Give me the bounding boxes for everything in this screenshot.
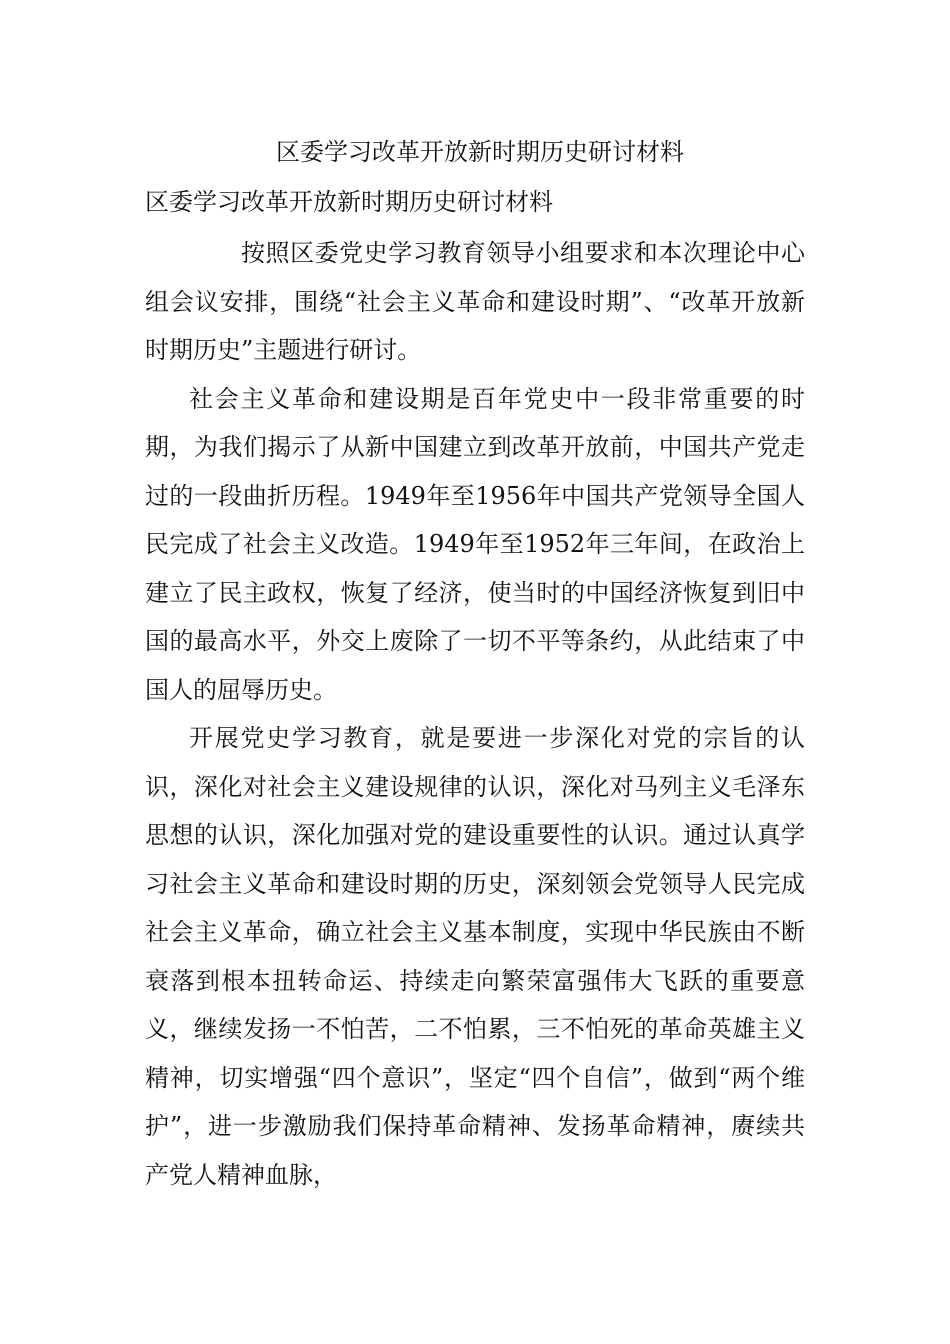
document-title: 区委学习改革开放新时期历史研讨材料 [276, 138, 684, 166]
document-body [145, 229, 805, 1199]
paragraph-study: 开展党史学习教育，就是要进一步深化对党的宗旨的认识，深化对社会主义建设规律的认识，深化对马列主义毛泽东思想的认识，深化加强对党的建设重要性的认识。通过认真学习社会主义革命和建设时期的历史，深刻领会党领导人民完成社会主义革命，确立社会主义基本制度，实现中华民族由不断衰落到根本扭转命运、持续走向繁荣富强伟大飞跃的重要意义，继续发扬一不怕苦，二不怕累，三不怕死的革命英雄主义精神，切实增强“四个意识”，坚定“四个自信”，做到“两个维护”，进一步激励我们保持革命精神、发扬革命精神，赓续共产党人精神血脉， [145, 724, 805, 1189]
paragraph-history: 社会主义革命和建设期是百年党史中一段非常重要的时期，为我们揭示了从新中国建立到改革开放前，中国共产党走过的一段曲折历程。1949年至1956年中国共产党领导全国人民完成了社会主义改造。1949年至1952年三年间，在政治上建立了民主政权，恢复了经济，使当时的中国经济恢复到旧中国的最高水平，外交上废除了一切不平等条约，从此结束了中国人的屈辱历史。 [145, 384, 805, 704]
paragraph-intro: 按照区委党史学习教育领导小组要求和本次理论中心组会议安排，围绕“社会主义革命和建设时期”、“改革开放新时期历史”主题进行研讨。 [145, 239, 805, 364]
document-subtitle: 区委学习改革开放新时期历史研讨材料 [145, 188, 553, 216]
